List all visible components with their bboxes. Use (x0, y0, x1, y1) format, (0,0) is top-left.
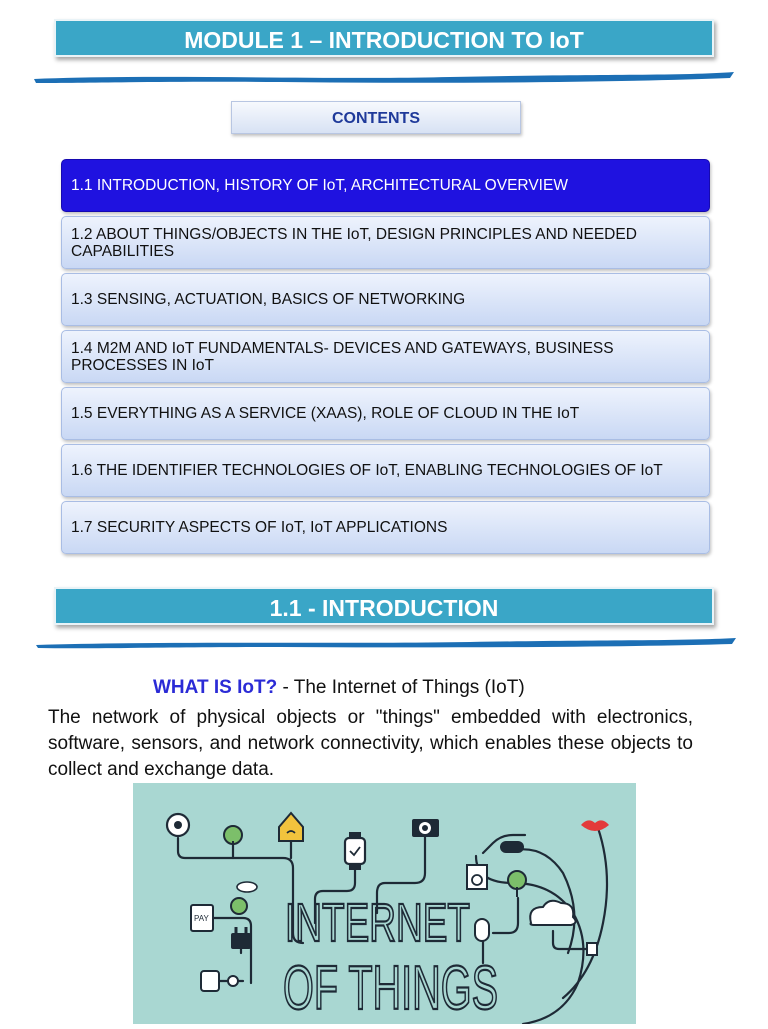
tree-icon-3 (231, 898, 247, 914)
brush-stroke-divider (30, 70, 738, 86)
robot-arm-icon (201, 971, 238, 991)
toc-item-6[interactable]: 1.6 THE IDENTIFIER TECHNOLOGIES OF IoT, ENABLING TECHNOLOGIES OF IoT (61, 444, 710, 497)
what-is-iot-question: WHAT IS IoT? (153, 677, 278, 698)
toc-item-4[interactable]: 1.4 M2M AND IoT FUNDAMENTALS- DEVICES AND GATEWAYS, BUSINESS PROCESSES IN IoT (61, 330, 710, 383)
cloud-icon (530, 901, 575, 925)
tree-icon (224, 826, 242, 851)
internet-of-things-illustration (133, 783, 636, 1024)
section-title-banner: 1.1 - INTRODUCTION (54, 587, 714, 625)
tree-icon-2 (508, 871, 526, 897)
smartwatch-icon (345, 832, 365, 870)
toc-item-1[interactable]: 1.1 INTRODUCTION, HISTORY OF IoT, ARCHITECTURAL OVERVIEW (61, 159, 710, 212)
what-is-iot-answer: - The Internet of Things (IoT) (282, 677, 525, 698)
iot-artwork (133, 783, 636, 1024)
what-is-iot-line (153, 677, 525, 699)
smart-home-icon (279, 813, 303, 841)
gamepad-icon (500, 841, 524, 853)
toc-item-5[interactable]: 1.5 EVERYTHING AS A SERVICE (XAAS), ROLE OF CLOUD IN THE IoT (61, 387, 710, 440)
washing-machine-icon (467, 865, 487, 889)
contents-heading: CONTENTS (231, 101, 521, 134)
toc-item-7[interactable]: 1.7 SECURITY ASPECTS OF IoT, IoT APPLICATIONS (61, 501, 710, 554)
camera-icon (412, 819, 439, 837)
power-plug-icon (231, 927, 251, 949)
illustration-title-line2: OF THINGS (283, 954, 498, 1023)
brush-stroke-divider-2 (30, 635, 738, 651)
small-cloud-icon (237, 882, 257, 892)
payment-terminal-icon (191, 905, 213, 931)
svg-text:PAY: PAY (194, 914, 209, 923)
module-title-banner: MODULE 1 – INTRODUCTION TO IoT (54, 19, 714, 57)
toc-item-3[interactable]: 1.3 SENSING, ACTUATION, BASICS OF NETWORKING (61, 273, 710, 326)
mouse-icon (475, 919, 489, 941)
plug-icon (587, 943, 597, 955)
illustration-title-line1: INTERNET (285, 893, 470, 953)
lips-icon (581, 820, 609, 831)
iot-definition-paragraph: The network of physical objects or "things" embedded with electronics, software, sensors, and network connectivity, which enables these objects to collect and exchange data. (48, 707, 693, 780)
toc-item-2[interactable]: 1.2 ABOUT THINGS/OBJECTS IN THE IoT, DESIGN PRINCIPLES AND NEEDED CAPABILITIES (61, 216, 710, 269)
webcam-icon (167, 814, 189, 836)
